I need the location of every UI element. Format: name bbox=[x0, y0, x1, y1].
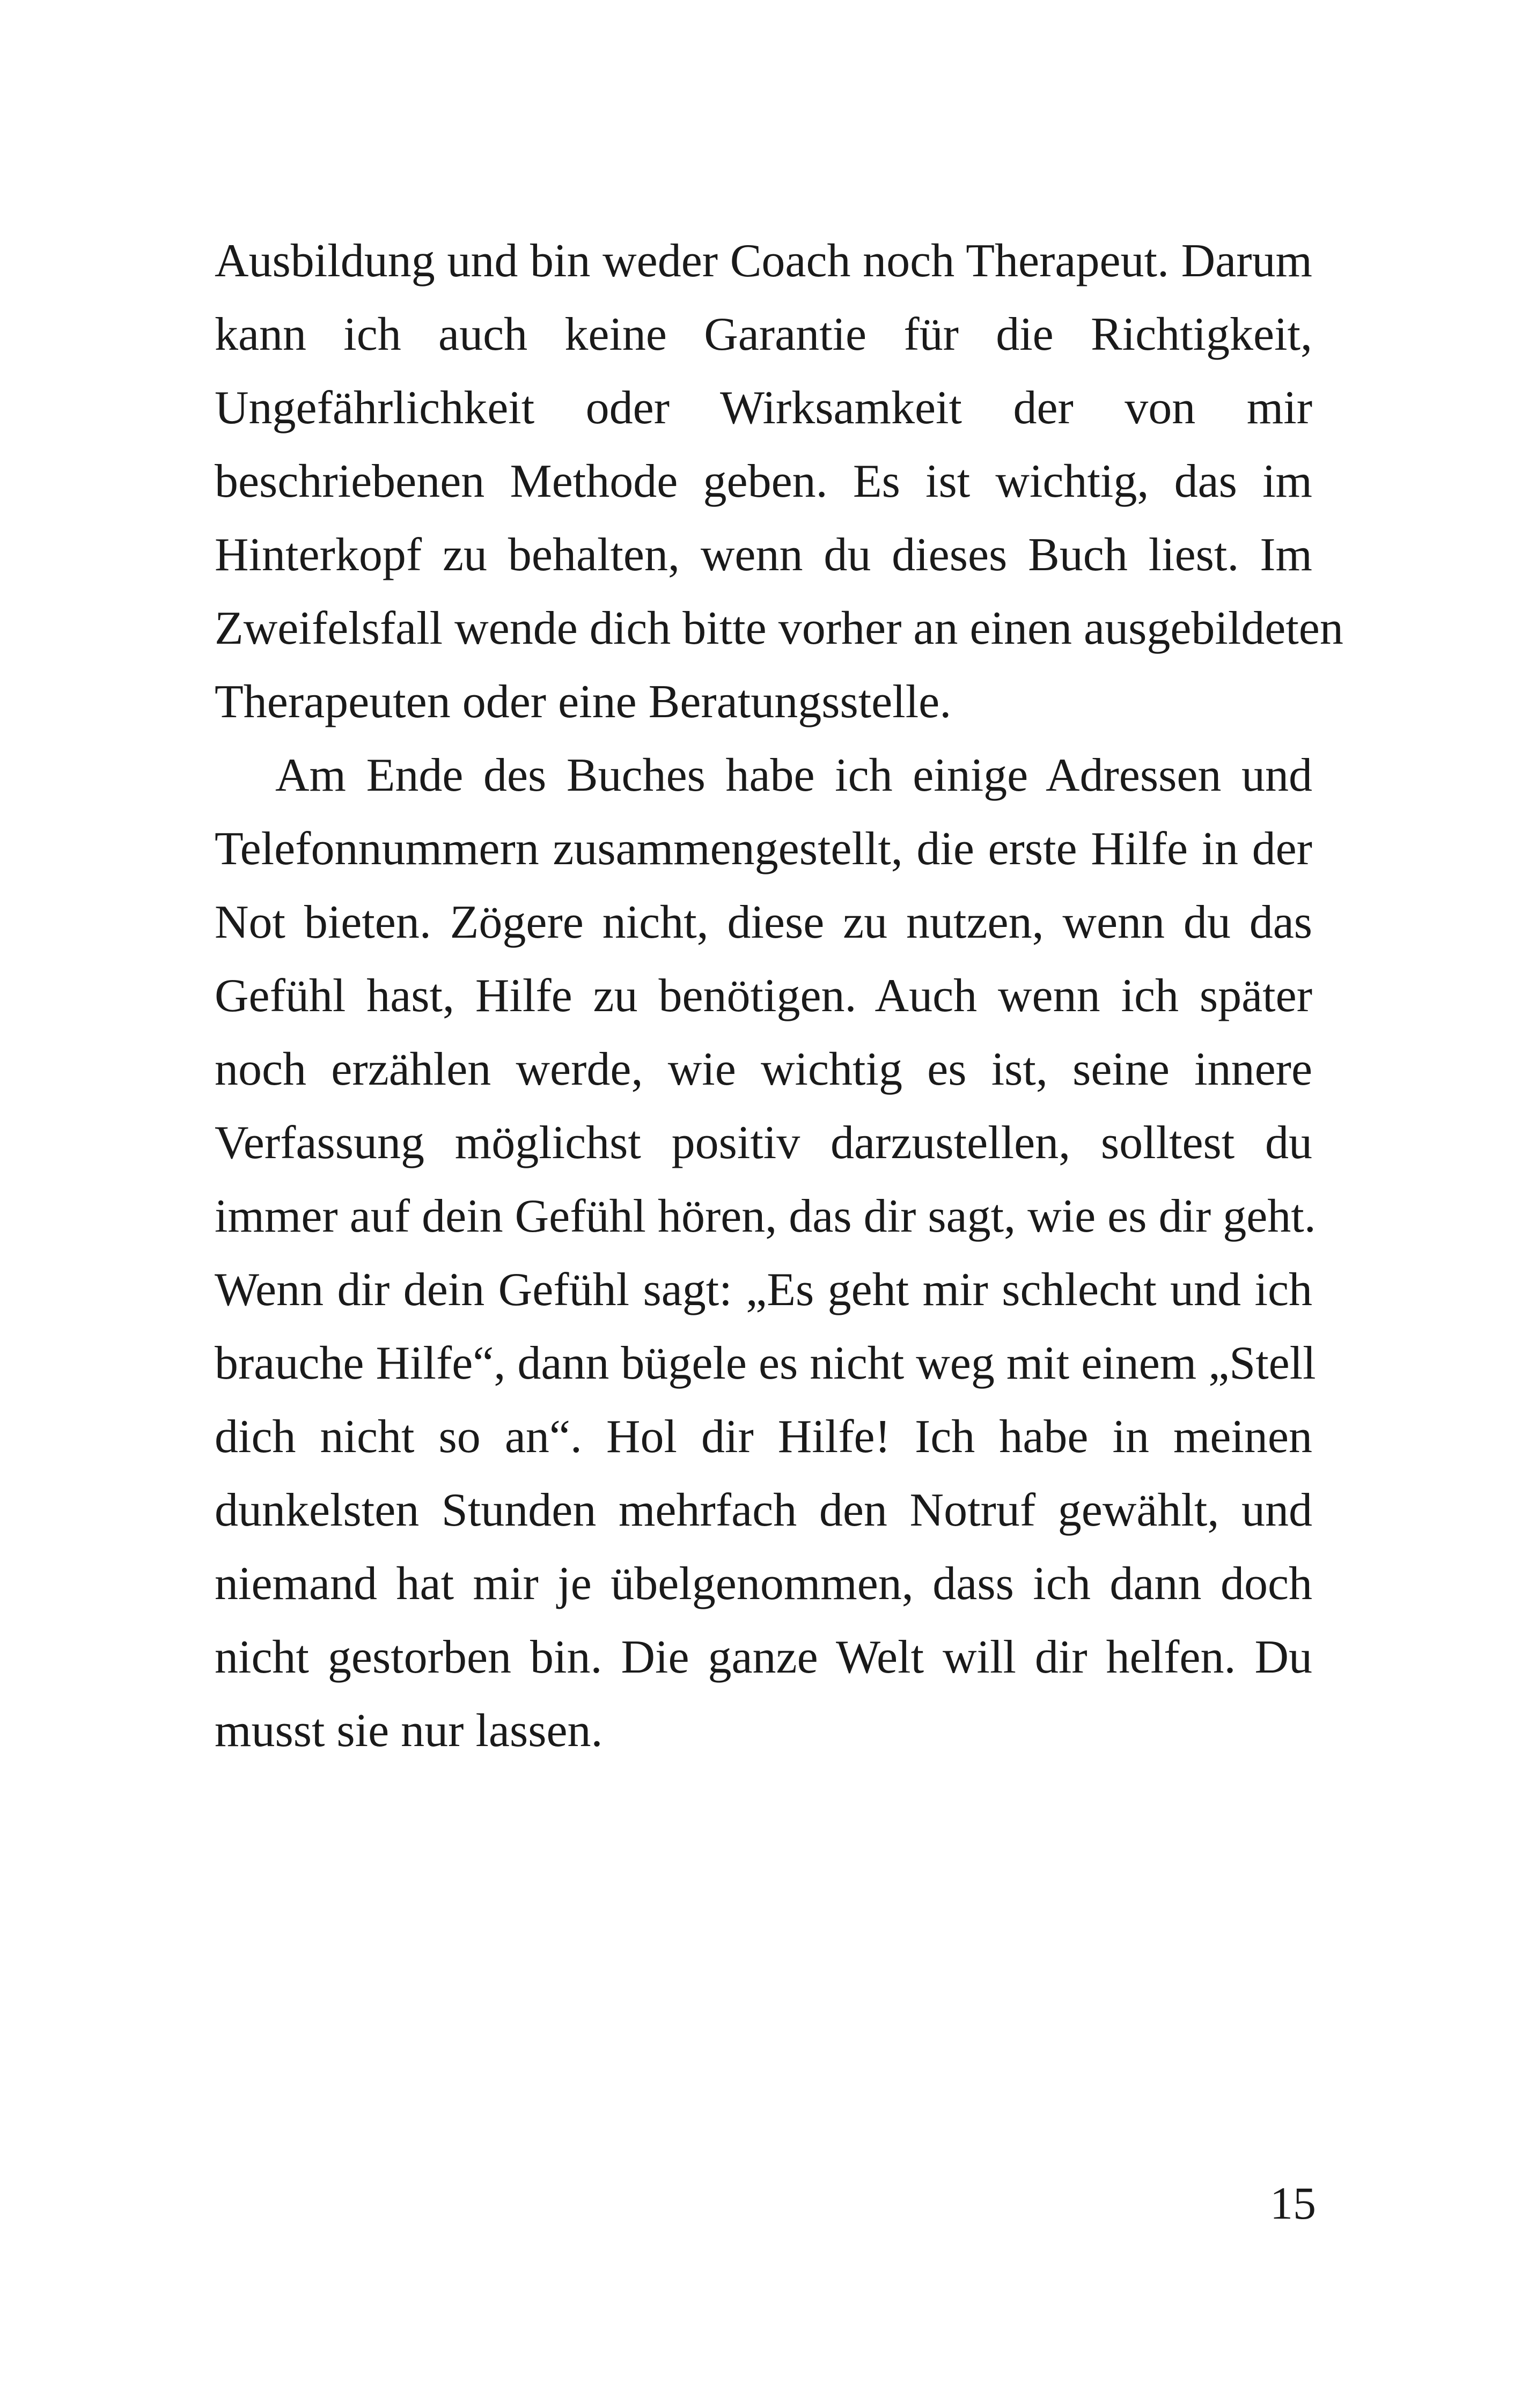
text-line: kann ich auch keine Garantie für die Richtigkeit, bbox=[215, 308, 1312, 360]
text-line: immer auf dein Gefühl hören, das dir sagt, wie es dir geht. bbox=[215, 1190, 1316, 1242]
text-line: niemand hat mir je übelgenommen, dass ich dann doch bbox=[215, 1558, 1312, 1610]
text-line: Hinterkopf zu behalten, wenn du dieses Buch liest. Im bbox=[215, 529, 1312, 581]
text-line: Therapeuten oder eine Beratungsstelle. bbox=[215, 676, 952, 728]
text-line: Not bieten. Zögere nicht, diese zu nutzen, wenn du das bbox=[215, 896, 1312, 948]
text-line: nicht gestorben bin. Die ganze Welt will dir helfen. Du bbox=[215, 1631, 1312, 1683]
text-line: musst sie nur lassen. bbox=[215, 1705, 603, 1757]
text-line: Zweifelsfall wende dich bitte vorher an einen ausgebildeten bbox=[215, 602, 1343, 654]
page-number: 15 bbox=[1270, 2177, 1316, 2229]
text-line: Telefonnummern zusammengestellt, die erste Hilfe in der bbox=[215, 823, 1312, 875]
text-line: dunkelsten Stunden mehrfach den Notruf gewählt, und bbox=[215, 1484, 1312, 1536]
text-line: brauche Hilfe“, dann bügele es nicht weg mit einem „Stell bbox=[215, 1337, 1316, 1389]
text-line: Verfassung möglichst positiv darzustellen, solltest du bbox=[215, 1117, 1312, 1169]
text-line: Ausbildung und bin weder Coach noch Therapeut. Darum bbox=[215, 235, 1312, 287]
text-line: Am Ende des Buches habe ich einige Adressen und bbox=[275, 749, 1312, 801]
text-line: Ungefährlichkeit oder Wirksamkeit der von mir bbox=[215, 382, 1312, 434]
text-line: dich nicht so an“. Hol dir Hilfe! Ich habe in meinen bbox=[215, 1411, 1312, 1463]
text-line: beschriebenen Methode geben. Es ist wichtig, das im bbox=[215, 455, 1312, 507]
text-line: noch erzählen werde, wie wichtig es ist, seine innere bbox=[215, 1043, 1312, 1095]
text-line: Gefühl hast, Hilfe zu benötigen. Auch wenn ich später bbox=[215, 970, 1312, 1022]
body-text bbox=[215, 224, 1343, 1768]
text-line: Wenn dir dein Gefühl sagt: „Es geht mir schlecht und ich bbox=[215, 1264, 1312, 1316]
